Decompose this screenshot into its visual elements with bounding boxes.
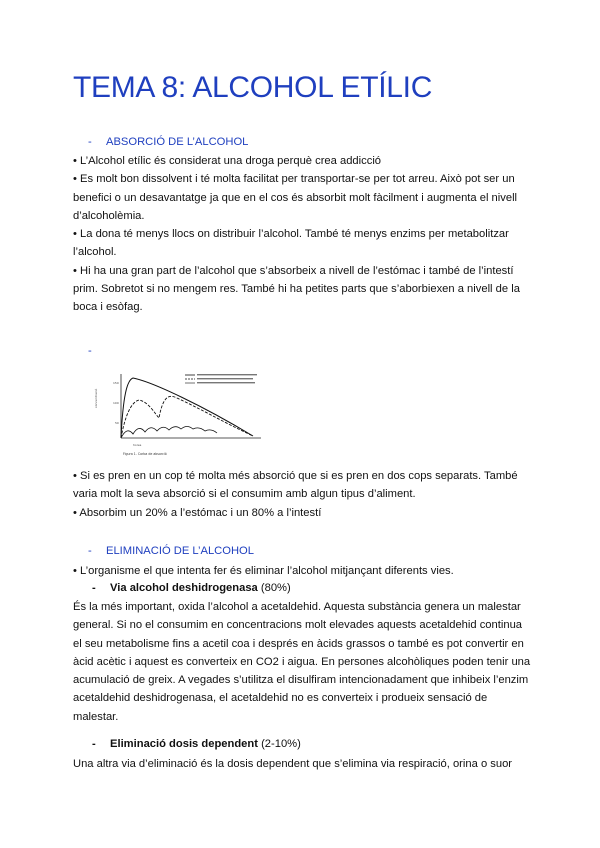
- curve-two-doses: [121, 396, 253, 438]
- text-line: benefici o un desavantatge ja que en el cos és absorbit molt fàcilment i augmenta el nivell: [73, 191, 518, 204]
- section1-lines: [73, 152, 528, 317]
- text-line: És la més important, oxida l’alcohol a acetaldehid. Aquesta substància genera un malestar: [73, 601, 521, 613]
- page-title: TEMA 8: ALCOHOL ETÍLIC: [73, 71, 433, 104]
- svg-text:150: 150: [113, 381, 119, 385]
- section-heading-eliminacio: - ELIMINACIÓ DE L’ALCOHOL: [88, 545, 254, 557]
- text-line: el seu metabolisme fins a acetil coa i després en àcids grassos o també es pot convertir en: [73, 637, 524, 650]
- text-line: general. Si no el consumim en concentracions molt elevades aquests acetaldehid continua: [73, 619, 523, 632]
- svg-text:concentració: concentració: [94, 388, 98, 408]
- curve-repeated-doses: [121, 427, 217, 439]
- svg-text:hores: hores: [133, 443, 142, 447]
- text-line: • Si es pren en un cop té molta més absorció que si es pren en dos cops separats. També: [73, 470, 518, 482]
- text-line: d’alcoholèmia.: [73, 209, 145, 222]
- absorption-curve-figure: [93, 366, 263, 458]
- section2-para1: [73, 598, 531, 726]
- text-line: àcid acètic i aquest es converteix en CO2 i aigua. En persones alcohòliques poden tenir una: [73, 655, 531, 668]
- text-line: acetaldehid deshidrogenasa, el acetaldehid no es converteix i produeix sensació de: [73, 692, 488, 705]
- text-line: Una altra via d’eliminació és la dosis dependent que s’elimina via respiració, orina o suor: [73, 758, 513, 770]
- text-line: boca i esòfag.: [73, 301, 143, 314]
- section2-para2: [73, 755, 528, 773]
- text-line: • Absorbim un 20% a l’estómac i un 80% a l’intestí: [73, 506, 322, 519]
- subheading-eliminacio-dosis-dependent: - Eliminació dosis dependent (2-10%): [92, 738, 301, 750]
- text-line: l’alcohol.: [73, 246, 117, 259]
- svg-text:50: 50: [115, 421, 119, 425]
- text-line: acumulació de greix. A vegades s’utilitza el disulfiram intencionadament que inhibeix l’enzim: [73, 674, 529, 687]
- list-dash: -: [88, 345, 92, 357]
- figure-caption: Figura 1. Corba de absorció: [123, 452, 167, 456]
- text-line: varia molt la seva absorció si el consumim amb algun tipus d’aliment.: [73, 488, 416, 501]
- svg-text:100: 100: [113, 401, 119, 405]
- section-heading-absorcio: - ABSORCIÓ DE L’ALCOHOL: [88, 136, 249, 148]
- section2-intro: • L’organisme el que intenta fer és eliminar l’alcohol mitjançant diferents vies.: [73, 565, 454, 577]
- text-line: • La dona té menys llocs on distribuir l’alcohol. També té menys enzims per metabolitzar: [73, 228, 509, 241]
- after-chart-lines: [73, 467, 528, 522]
- subheading-via-alcohol-deshidrogenasa: - Via alcohol deshidrogenasa (80%): [92, 582, 291, 594]
- text-line: prim. Sobretot si no mengem res. També hi ha petites parts que s’aborbiexen a nivell de la: [73, 283, 520, 296]
- text-line: malestar.: [73, 710, 119, 723]
- text-line: • Es molt bon dissolvent i té molta facilitat per transportar-se per tot arreu. Això pot ser un: [73, 173, 515, 186]
- text-line: • Hi ha una gran part de l’alcohol que s’absorbeix a nivell de l’estómac i també de l’intestí: [73, 264, 514, 277]
- text-line: • L’Alcohol etílic és considerat una droga perquè crea addicció: [73, 155, 382, 167]
